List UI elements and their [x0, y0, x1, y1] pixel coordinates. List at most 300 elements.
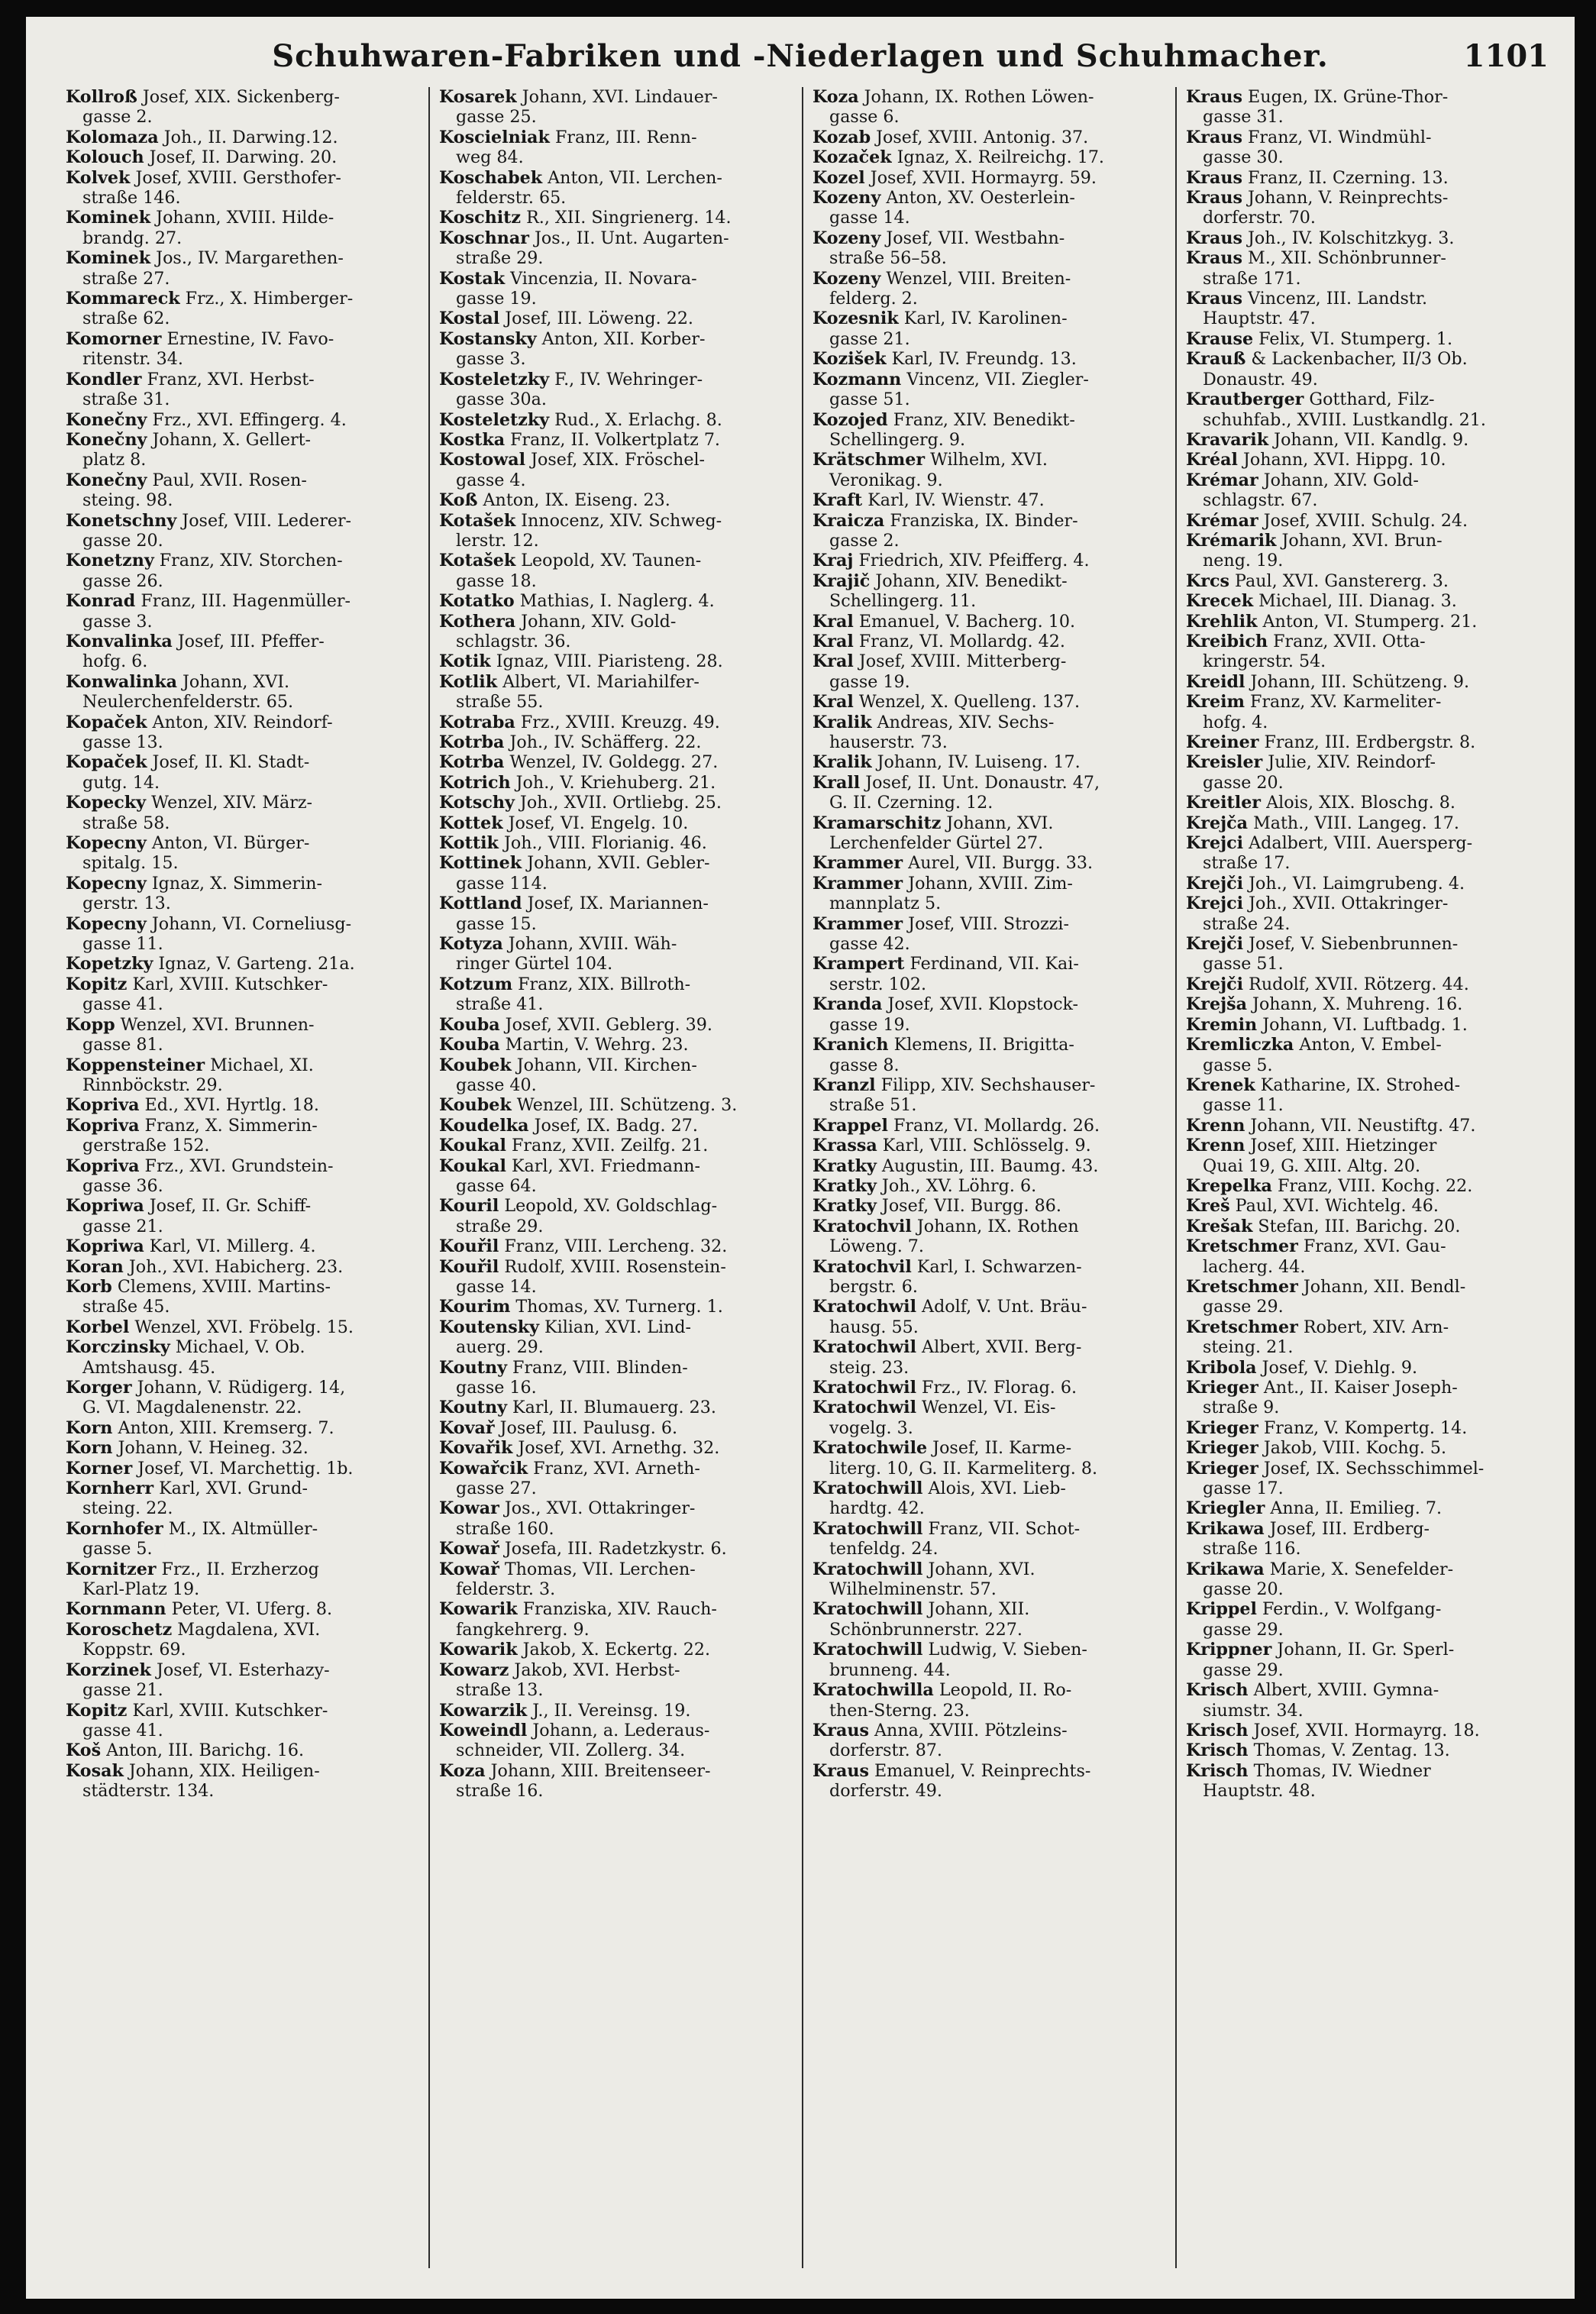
directory-entry [1186, 1498, 1541, 1518]
entry-details: Alois, XIX. Bloschg. 8. [1261, 793, 1455, 813]
directory-entry [66, 248, 421, 268]
entry-continuation: hofg. 4. [1203, 712, 1268, 732]
entry-continuation: gasse 42. [829, 934, 910, 955]
entry-details: Johann, XIV. Gold- [515, 611, 677, 632]
directory-entry [1186, 571, 1541, 591]
entry-continuation: straße 17. [1203, 853, 1291, 874]
entry-details: Josef, VIII. Lederer- [176, 510, 352, 531]
entry-surname: Korzinek [66, 1660, 151, 1680]
entry-details: Johann, XIII. Breitenseer- [485, 1760, 711, 1781]
entry-details: J., II. Vereinsg. 19. [527, 1700, 691, 1721]
entry-surname: Kowar [439, 1498, 499, 1519]
entry-surname: Kornherr [66, 1479, 154, 1499]
entry-surname: Kommareck [66, 289, 180, 309]
column-3 [802, 87, 1175, 2268]
directory-entry [66, 410, 421, 430]
directory-entry [813, 994, 1168, 1014]
directory-entry [813, 128, 1168, 147]
entry-surname: Kraj [813, 551, 854, 571]
directory-entry [66, 1740, 421, 1760]
entry-surname: Kotašek [439, 551, 516, 571]
entry-surname: Krappel [813, 1115, 888, 1136]
directory-entry [66, 370, 421, 389]
directory-entry [1186, 1519, 1541, 1539]
entry-surname: Kowarik [439, 1599, 518, 1620]
entry-details: Karl, XVI. Grund- [153, 1479, 309, 1499]
entry-continuation: hofg. 6. [82, 651, 148, 672]
directory-entry [813, 612, 1168, 632]
directory-entry [1186, 591, 1541, 611]
entry-surname: Kranzl [813, 1075, 876, 1095]
directory-entry [66, 1236, 421, 1256]
page-title: Schuhwaren-Fabriken und -Niederlagen und Schuhmacher. [272, 38, 1329, 74]
entry-surname: Kozab [813, 127, 871, 147]
entry-continuation: straße 27. [82, 268, 170, 289]
directory-entry [1186, 1559, 1541, 1579]
entry-surname: Kowarzik [439, 1700, 528, 1721]
entry-details: Johann, V. Heineg. 32. [112, 1438, 309, 1459]
directory-entry [439, 894, 794, 913]
entry-surname: Kramarschitz [813, 813, 942, 833]
entry-surname: Kraus [1186, 167, 1242, 188]
entry-details: Franz, XV. Karmeliter- [1245, 692, 1442, 713]
directory-entry [66, 1055, 421, 1075]
entry-details: Anton, III. Barichg. 16. [101, 1740, 305, 1761]
entry-details: Joh., VI. Laimgrubeng. 4. [1243, 873, 1465, 894]
entry-continuation: gasse 30. [1203, 147, 1284, 168]
entry-details: Joh., XVII. Ortliebg. 25. [514, 793, 722, 813]
entry-details: Andreas, XIV. Sechs- [871, 712, 1055, 732]
entry-surname: Kotik [439, 651, 491, 672]
entry-surname: Krejča [1186, 813, 1249, 833]
entry-details: Johann, XII. Bendl- [1297, 1276, 1466, 1297]
entry-details: Franz, VIII. Blinden- [507, 1357, 688, 1378]
directory-entry [813, 1136, 1168, 1155]
directory-entry [813, 1196, 1168, 1216]
directory-entry [439, 793, 794, 813]
entry-details: Anna, XVIII. Pötzleins- [868, 1720, 1068, 1740]
entry-continuation: gerstraße 152. [82, 1136, 210, 1156]
entry-surname: Kraus [1186, 127, 1242, 147]
entry-details: Franz, VI. Windmühl- [1242, 127, 1432, 147]
entry-continuation: gasse 27. [456, 1479, 537, 1499]
entry-continuation: felderg. 2. [829, 289, 918, 309]
entry-continuation: gasse 64. [456, 1175, 537, 1196]
entry-surname: Kosarek [439, 87, 517, 107]
entry-details: Marie, X. Senefelder- [1264, 1559, 1454, 1579]
entry-continuation: weg 84. [456, 147, 524, 168]
entry-surname: Krecek [1186, 591, 1254, 612]
entry-surname: Kopriwa [66, 1236, 144, 1257]
entry-details: Michael, V. Ob. [170, 1337, 305, 1358]
entry-surname: Kraicza [813, 510, 885, 531]
entry-continuation: tenfeldg. 24. [829, 1539, 939, 1559]
directory-entry [66, 672, 421, 692]
entry-continuation: vogelg. 3. [829, 1417, 913, 1438]
entry-details: Karl, XVIII. Kutschker- [127, 974, 328, 994]
entry-details: Josef, VI. Engelg. 10. [502, 813, 689, 833]
entry-details: Johann, a. Lederaus- [527, 1720, 710, 1740]
entry-continuation: straße 16. [456, 1781, 544, 1802]
directory-entry [813, 309, 1168, 328]
entry-details: Josef, II. Darwing. 20. [144, 147, 338, 168]
directory-entry [439, 1660, 794, 1680]
entry-surname: Kratochwil [813, 1297, 916, 1317]
directory-entry [439, 934, 794, 954]
entry-continuation: straße 146. [82, 188, 181, 208]
directory-entry [439, 1398, 794, 1417]
entry-details: Karl, VIII. Schlösselg. 9. [877, 1136, 1091, 1156]
directory-entry [813, 147, 1168, 167]
entry-details: Johann, VII. Neustiftg. 47. [1245, 1115, 1476, 1136]
entry-surname: Krejči [1186, 974, 1244, 994]
directory-entry [66, 1317, 421, 1337]
entry-continuation: Koppstr. 69. [82, 1640, 186, 1660]
entry-surname: Kozmann [813, 369, 902, 389]
directory-entry [439, 87, 794, 107]
entry-surname: Kondler [66, 369, 142, 389]
directory-entry [1186, 329, 1541, 349]
directory-entry [813, 511, 1168, 531]
entry-continuation: gasse 19. [829, 1014, 910, 1035]
entry-continuation: straße 45. [82, 1297, 170, 1317]
entry-details: M., IX. Altmüller- [163, 1518, 318, 1539]
entry-continuation: gasse 51. [1203, 954, 1284, 974]
directory-entry [66, 329, 421, 349]
entry-details: Stefan, III. Barichg. 20. [1252, 1216, 1461, 1236]
entry-continuation: gasse 36. [82, 1175, 163, 1196]
directory-entry [1186, 128, 1541, 147]
entry-surname: Krieger [1186, 1417, 1258, 1438]
directory-entry [439, 732, 794, 752]
entry-surname: Kozesnik [813, 309, 899, 329]
entry-continuation: straße 62. [82, 309, 170, 329]
directory-entry [813, 228, 1168, 248]
directory-entry [439, 128, 794, 147]
directory-entry [1186, 1317, 1541, 1337]
directory-entry [813, 1559, 1168, 1579]
directory-entry [813, 168, 1168, 188]
entry-surname: Koukal [439, 1155, 506, 1176]
entry-details: Karl, IV. Freundg. 13. [886, 349, 1077, 370]
entry-surname: Kopriwa [66, 1196, 144, 1217]
entry-details: Paul, XVI. Wichtelg. 46. [1229, 1196, 1439, 1217]
entry-continuation: gasse 6. [829, 107, 900, 128]
directory-entry [1186, 188, 1541, 208]
entry-details: Franz, VII. Schot- [922, 1518, 1081, 1539]
entry-continuation: gasse 29. [1203, 1619, 1284, 1640]
directory-entry [813, 551, 1168, 570]
running-head [26, 38, 1575, 92]
entry-continuation: gasse 21. [829, 328, 910, 349]
entry-surname: Koran [66, 1256, 124, 1277]
directory-entry [1186, 470, 1541, 490]
entry-details: Wenzel, XVI. Brunnen- [115, 1014, 315, 1035]
entry-surname: Kopecny [66, 833, 147, 854]
directory-entry [439, 370, 794, 389]
directory-entry [813, 1438, 1168, 1458]
entry-continuation: straße 171. [1203, 268, 1301, 289]
entry-details: Ignaz, VIII. Piaristeng. 28. [490, 651, 723, 672]
entry-surname: Kornmann [66, 1599, 166, 1620]
directory-entry [66, 1620, 421, 1640]
directory-entry [813, 1116, 1168, 1136]
entry-details: Kilian, XVI. Lind- [538, 1317, 692, 1337]
directory-entry [1186, 994, 1541, 1014]
directory-entry [66, 1479, 421, 1498]
directory-entry [439, 1459, 794, 1479]
entry-continuation: steing. 98. [82, 490, 173, 511]
directory-entry [66, 1559, 421, 1579]
entry-continuation: G. II. Czerning. 12. [829, 793, 993, 813]
directory-entry [66, 1156, 421, 1176]
entry-continuation: gasse 21. [82, 1216, 163, 1236]
directory-entry [439, 309, 794, 328]
entry-details: Joh., II. Darwing.12. [158, 127, 338, 147]
entry-surname: Kowarik [439, 1640, 518, 1660]
entry-continuation: Veronikag. 9. [829, 470, 943, 490]
entry-details: Eugen, IX. Grüne-Thor- [1242, 87, 1449, 107]
entry-details: Ed., XVI. Hyrtlg. 18. [139, 1095, 319, 1116]
entry-surname: Konvalinka [66, 631, 173, 651]
entry-surname: Kolvek [66, 167, 131, 188]
entry-details: Vincenz, III. Landstr. [1242, 289, 1428, 309]
entry-continuation: gasse 29. [1203, 1297, 1284, 1317]
entry-continuation: gasse 31. [1203, 107, 1284, 128]
entry-details: Albert, VI. Mariahilfer- [497, 671, 699, 692]
entry-surname: Kolomaza [66, 127, 159, 147]
entry-details: Josef, XVII. Hormayrg. 59. [864, 167, 1097, 188]
entry-surname: Kraft [813, 490, 863, 511]
entry-continuation: literg. 10, G. II. Karmeliterg. 8. [829, 1458, 1098, 1479]
entry-details: Franz, XIV. Storchen- [153, 551, 343, 571]
entry-surname: Krémarik [1186, 530, 1277, 551]
entry-details: Thomas, VII. Lerchen- [499, 1559, 696, 1579]
directory-entry [66, 147, 421, 167]
entry-details: Franz, II. Volkertplatz 7. [505, 429, 720, 450]
directory-entry [813, 914, 1168, 934]
entry-surname: Kratochwill [813, 1599, 923, 1620]
entry-details: Johann, XVI. Lindauer- [516, 87, 718, 107]
entry-surname: Kraus [813, 1760, 869, 1781]
entry-continuation: gasse 15. [456, 913, 537, 934]
entry-continuation: schlagstr. 67. [1203, 490, 1318, 511]
directory-entry [1186, 1196, 1541, 1216]
entry-surname: Kostka [439, 429, 506, 450]
entry-details: Johann, XVI. Hippg. 10. [1237, 450, 1446, 470]
entry-continuation: gasse 40. [456, 1075, 537, 1095]
entry-surname: Kratky [813, 1155, 877, 1176]
entry-continuation: felderstr. 65. [456, 188, 567, 208]
entry-surname: Kozišek [813, 349, 887, 370]
entry-surname: Kraus [813, 1720, 869, 1740]
directory-entry [439, 713, 794, 732]
entry-details: Mathias, I. Naglerg. 4. [514, 591, 715, 612]
entry-continuation: gasse 5. [82, 1539, 153, 1559]
entry-details: Wilhelm, XVI. [925, 450, 1048, 470]
directory-entry [439, 228, 794, 248]
directory-entry [813, 1156, 1168, 1176]
directory-entry [1186, 248, 1541, 268]
directory-entry [813, 954, 1168, 974]
entry-details: Rudolf, XVII. Rötzerg. 44. [1243, 974, 1469, 994]
directory-entry [1186, 228, 1541, 248]
entry-surname: Krauß [1186, 349, 1246, 370]
directory-entry [1186, 1680, 1541, 1700]
entry-surname: Koza [813, 87, 859, 107]
entry-details: Josef, VI. Esterhazy- [150, 1660, 330, 1680]
directory-entry [1186, 974, 1541, 994]
entry-details: Johann, X. Gellert- [147, 429, 311, 450]
entry-continuation: Donaustr. 49. [1203, 369, 1318, 389]
directory-entry [1186, 1176, 1541, 1196]
entry-surname: Kravarik [1186, 429, 1269, 450]
entry-details: Leopold, XV. Goldschlag- [499, 1196, 718, 1217]
directory-entry [813, 1761, 1168, 1781]
entry-continuation: straße 51. [829, 1095, 917, 1116]
directory-entry [1186, 632, 1541, 651]
entry-continuation: gerstr. 13. [82, 894, 171, 914]
entry-surname: Kopaček [66, 752, 147, 773]
directory-entry [439, 430, 794, 450]
entry-details: Johann, XIX. Heiligen- [123, 1760, 320, 1781]
directory-entry [813, 1680, 1168, 1700]
entry-surname: Koš [66, 1740, 102, 1761]
entry-details: Johann, XVI. Brun- [1276, 530, 1443, 551]
entry-surname: Koroschetz [66, 1619, 173, 1640]
directory-entry [66, 128, 421, 147]
entry-continuation: gasse 13. [82, 732, 163, 752]
entry-details: Karl, I. Schwarzen- [911, 1256, 1082, 1277]
entry-details: Josef, II. Unt. Donaustr. 47, [860, 772, 1100, 793]
entry-surname: Kouba [439, 1014, 500, 1035]
directory-entry [813, 1599, 1168, 1619]
directory-entry [813, 1479, 1168, 1498]
directory-entry [66, 954, 421, 974]
entry-surname: Kozeny [813, 188, 881, 208]
directory-entry [66, 833, 421, 853]
entry-details: Joh., V. Kriehuberg. 21. [510, 772, 716, 793]
entry-details: Augustin, III. Baumg. 43. [876, 1155, 1099, 1176]
entry-surname: Kratochwile [813, 1438, 928, 1459]
entry-surname: Krenek [1186, 1075, 1255, 1095]
entry-details: Anton, V. Embel- [1294, 1035, 1442, 1055]
entry-surname: Konwalinka [66, 671, 177, 692]
directory-entry [66, 1116, 421, 1136]
directory-entry [1186, 168, 1541, 188]
entry-details: Josef, XIX. Fröschel- [525, 450, 706, 470]
directory-entry [66, 289, 421, 309]
directory-entry [66, 1418, 421, 1438]
entry-continuation: gasse 41. [82, 994, 163, 1015]
entry-continuation: straße 56–58. [829, 248, 947, 269]
entry-continuation: Karl-Platz 19. [82, 1579, 200, 1600]
entry-surname: Kourim [439, 1297, 511, 1317]
entry-surname: Krippner [1186, 1640, 1272, 1660]
entry-details: Josef, II. Kl. Stadt- [147, 752, 310, 773]
entry-details: Aurel, VII. Burgg. 33. [903, 853, 1094, 874]
entry-continuation: Amtshausg. 45. [82, 1357, 216, 1378]
entry-details: Franziska, XIV. Rauch- [517, 1599, 717, 1620]
directory-entry [439, 511, 794, 531]
entry-details: Franz, XVII. Otta- [1268, 631, 1426, 651]
directory-entry [66, 914, 421, 934]
entry-surname: Kominek [66, 248, 151, 269]
entry-details: Frz., IV. Florag. 6. [916, 1378, 1077, 1398]
entry-details: Josef, IX. Badg. 27. [528, 1115, 698, 1136]
directory-entry [66, 1761, 421, 1781]
entry-details: Frz., XVI. Effingerg. 4. [147, 409, 347, 430]
entry-continuation: gasse 16. [456, 1378, 537, 1398]
directory-entry [439, 1257, 794, 1277]
entry-details: Joh., IV. Schäfferg. 22. [504, 732, 702, 752]
directory-entry [1186, 1035, 1541, 1055]
entry-continuation: gasse 3. [82, 611, 153, 632]
entry-details: Klemens, II. Brigitta- [888, 1035, 1074, 1055]
directory-entry [813, 651, 1168, 671]
directory-entry [813, 370, 1168, 389]
entry-details: Frz., II. Erzherzog [156, 1559, 319, 1579]
entry-continuation: auerg. 29. [456, 1337, 544, 1358]
entry-continuation: gasse 5. [1203, 1055, 1273, 1075]
entry-details: Franz, XVI. Gau- [1297, 1236, 1446, 1257]
entry-details: Johann, V. Rüdigerg. 14, [131, 1378, 346, 1398]
directory-entry [439, 208, 794, 228]
entry-details: Jos., II. Unt. Augarten- [528, 228, 729, 248]
entry-details: Jakob, X. Eckertg. 22. [517, 1640, 711, 1660]
entry-details: Franz, II. Czerning. 13. [1242, 167, 1449, 188]
entry-details: Franz, V. Kompertg. 14. [1258, 1417, 1468, 1438]
entry-continuation: straße 160. [456, 1518, 554, 1539]
directory-columns [66, 87, 1549, 2268]
entry-continuation: gasse 8. [829, 1055, 900, 1075]
entry-surname: Kotrich [439, 772, 511, 793]
directory-entry [1186, 752, 1541, 772]
entry-details: Johann, VII. Kirchen- [511, 1055, 697, 1075]
entry-details: Thomas, V. Zentag. 13. [1248, 1740, 1450, 1761]
entry-details: Josef, III. Löweng. 22. [499, 309, 693, 329]
entry-details: Franz, VI. Mollardg. 42. [853, 631, 1065, 651]
entry-details: Anton, XII. Korber- [536, 328, 706, 349]
entry-surname: Korger [66, 1378, 132, 1398]
directory-entry [1186, 1217, 1541, 1236]
entry-continuation: platz 8. [82, 450, 147, 470]
directory-entry [439, 1498, 794, 1518]
directory-entry [439, 1095, 794, 1115]
entry-surname: Kriegler [1186, 1498, 1265, 1519]
directory-entry [813, 410, 1168, 430]
entry-continuation: gasse 17. [1203, 1479, 1284, 1499]
entry-surname: Kopaček [66, 712, 147, 732]
directory-entry [439, 1721, 794, 1740]
entry-surname: Krémar [1186, 510, 1258, 531]
entry-details: Adolf, V. Unt. Bräu- [916, 1297, 1087, 1317]
directory-entry [1186, 1015, 1541, 1035]
entry-surname: Kostansky [439, 328, 537, 349]
entry-details: Johann, IX. Rothen Löwen- [858, 87, 1094, 107]
entry-continuation: dorferstr. 49. [829, 1781, 942, 1802]
directory-entry [813, 1337, 1168, 1357]
directory-entry [439, 1418, 794, 1438]
entry-surname: Kral [813, 692, 854, 713]
entry-surname: Komorner [66, 328, 162, 349]
entry-surname: Koschabek [439, 167, 543, 188]
entry-surname: Krikawa [1186, 1559, 1265, 1579]
directory-entry [439, 1015, 794, 1035]
entry-surname: Koubek [439, 1055, 512, 1075]
entry-continuation: gasse 19. [456, 289, 537, 309]
directory-entry [813, 752, 1168, 772]
